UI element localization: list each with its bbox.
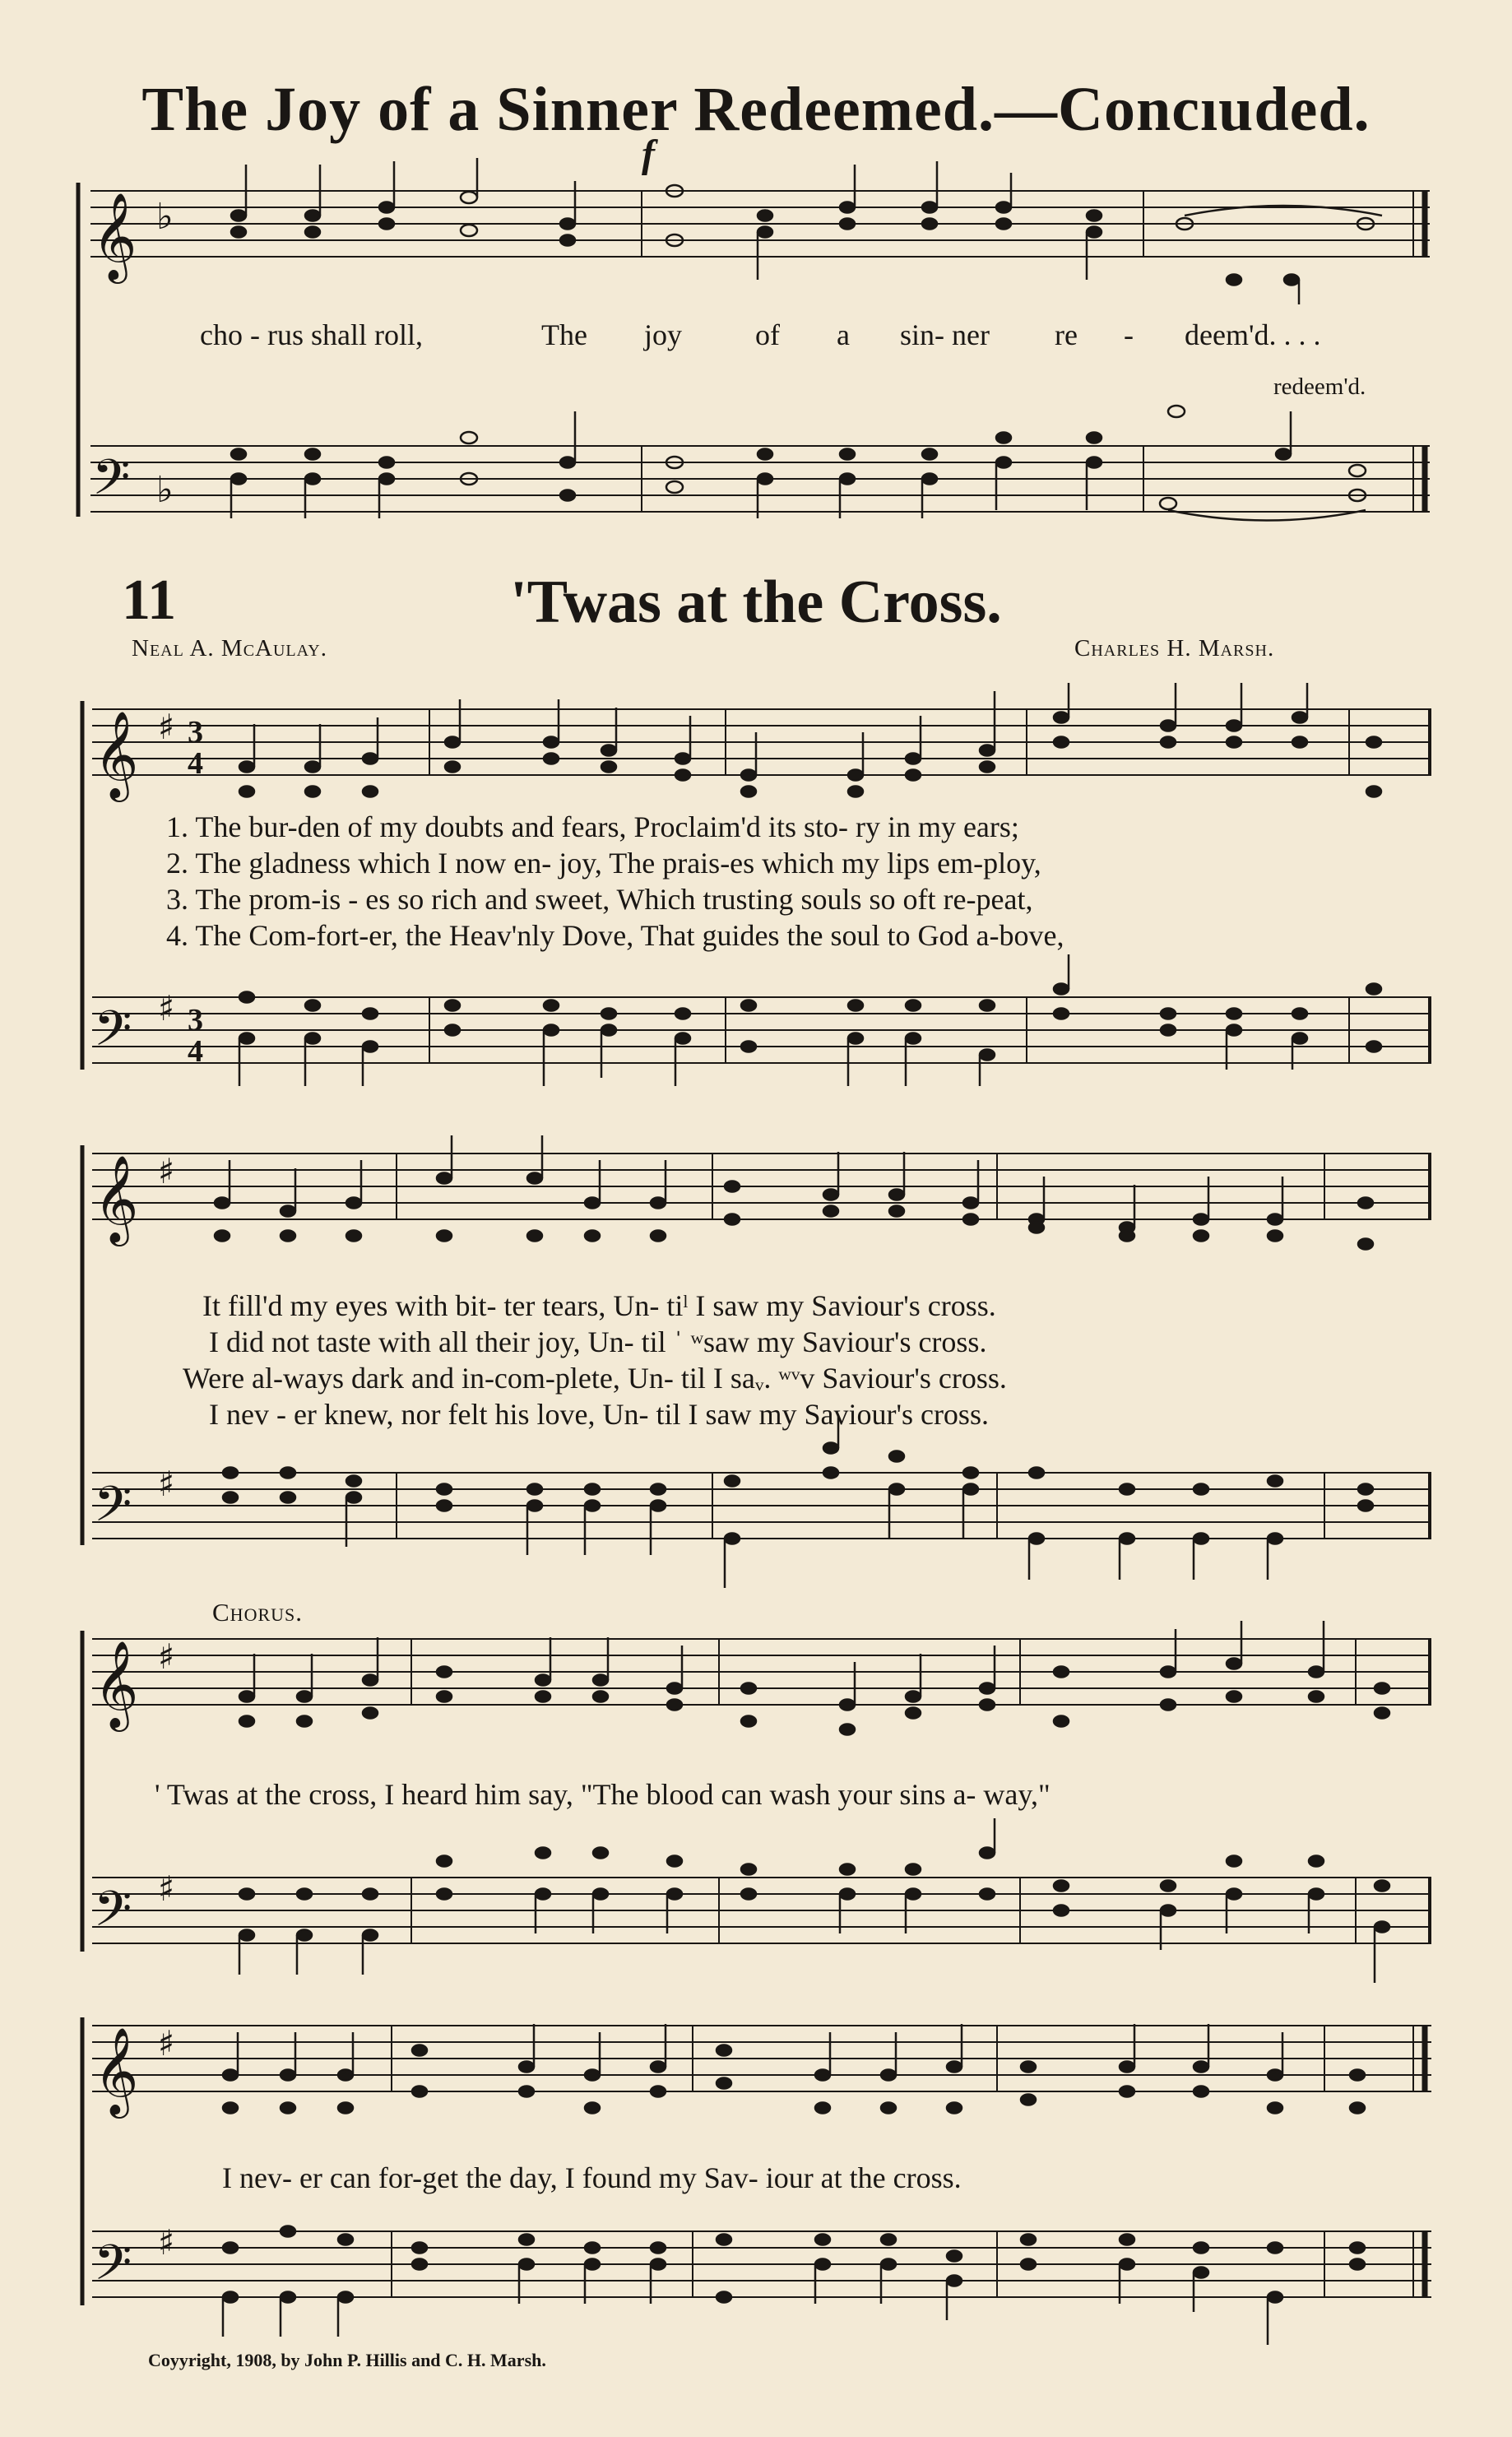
svg-text:♭: ♭ [156, 196, 174, 238]
time-signature-treble: 3 [188, 715, 203, 750]
verses-part-1 [166, 810, 1064, 954]
lyric-word: - [1124, 318, 1134, 351]
hymn-number: 11 [122, 569, 177, 632]
verse-2-line-1: 2. The gladness which I now en- joy, The prais-es which my lips em-ploy, [166, 847, 1041, 880]
hymn-author: Neal A. McAulay. [132, 635, 327, 661]
lyric-word: a [837, 318, 850, 351]
continuation-treble-staff [90, 191, 1430, 257]
svg-text:𝄢: 𝄢 [94, 2234, 132, 2303]
svg-text:♯: ♯ [158, 988, 175, 1028]
svg-text:𝄞: 𝄞 [94, 2026, 139, 2114]
hymn-title: 'Twas at the Cross. [510, 569, 1002, 636]
lyric-word: re [1055, 318, 1078, 351]
verse-3-line-2: Were al-ways dark and in-com-plete, Un- til I saᵥ. ʷᵛv Saviour's cross. [183, 1362, 1007, 1395]
time-signature-bass: 3 [188, 1003, 203, 1037]
continuation-dynamic: f [642, 132, 655, 176]
svg-text:♯: ♯ [158, 1636, 175, 1677]
svg-text:♯: ♯ [158, 1868, 175, 1909]
svg-text:𝄢: 𝄢 [92, 448, 131, 518]
lyric-word: The [541, 318, 587, 351]
bass-echo-lyric: redeem'd. [1273, 374, 1366, 400]
copyright-notice: Coyyright, 1908, by John P. Hillis and C. H. Marsh. [148, 2350, 546, 2370]
lyric-word: sin- ner [900, 318, 990, 351]
continuation-staves [0, 165, 1512, 543]
svg-text:♯: ♯ [158, 1151, 175, 1191]
svg-text:4: 4 [188, 1034, 203, 1069]
lyric-word: joy [644, 318, 683, 351]
verse-3-line-1: 3. The prom-is - es so rich and sweet, Which trusting souls so oft re-peat, [166, 883, 1033, 916]
hymn-composer: Charles H. Marsh. [1074, 635, 1275, 661]
svg-text:4: 4 [188, 746, 203, 781]
lyric-word: deem'd. . . . [1185, 318, 1321, 351]
lyric-word: of [755, 318, 780, 351]
svg-text:♯: ♯ [158, 2023, 175, 2063]
svg-text:𝄞: 𝄞 [94, 1640, 139, 1728]
svg-text:𝄞: 𝄞 [94, 1154, 139, 1242]
lyric-word: cho - rus shall roll, [200, 318, 423, 351]
verse-2-line-2: I did not taste with all their joy, Un- til ˈ ʷsaw my Saviour's cross. [209, 1325, 987, 1358]
continuation-title: The Joy of a Sinner Redeemed.—Concıuded. [141, 75, 1371, 144]
svg-text:𝄢: 𝄢 [94, 1475, 132, 1544]
verse-1-line-2: It fill'd my eyes with bit- ter tears, Un- tiˡ I saw my Saviour's cross. [202, 1289, 996, 1322]
svg-text:♯: ♯ [158, 707, 175, 747]
verses-part-2 [183, 1288, 1007, 1433]
svg-text:♯: ♯ [158, 2222, 175, 2263]
svg-text:𝄞: 𝄞 [94, 710, 139, 798]
svg-text:𝄢: 𝄢 [94, 1000, 132, 1069]
svg-text:𝄞: 𝄞 [92, 192, 137, 280]
chorus-line-2: I nev- er can for-get the day, I found my Sav- iour at the cross. [222, 2161, 962, 2194]
verse-4-line-1: 4. The Com-fort-er, the Heav'nly Dove, That guides the soul to God a-bove, [166, 919, 1064, 952]
svg-text:𝄢: 𝄢 [94, 1880, 132, 1949]
svg-text:♯: ♯ [158, 1464, 175, 1504]
chorus-label: Chorus. [212, 1598, 303, 1627]
verse-1-line-1: 1. The bur-den of my doubts and fears, Proclaim'd its sto- ry in my ears; [166, 810, 1019, 843]
chorus-line-1: ' Twas at the cross, I heard him say, "The blood can wash your sins a- way," [155, 1778, 1051, 1811]
svg-text:♭: ♭ [156, 469, 174, 511]
verse-4-line-2: I nev - er knew, nor felt his love, Un- til I saw my Saviour's cross. [209, 1398, 989, 1431]
